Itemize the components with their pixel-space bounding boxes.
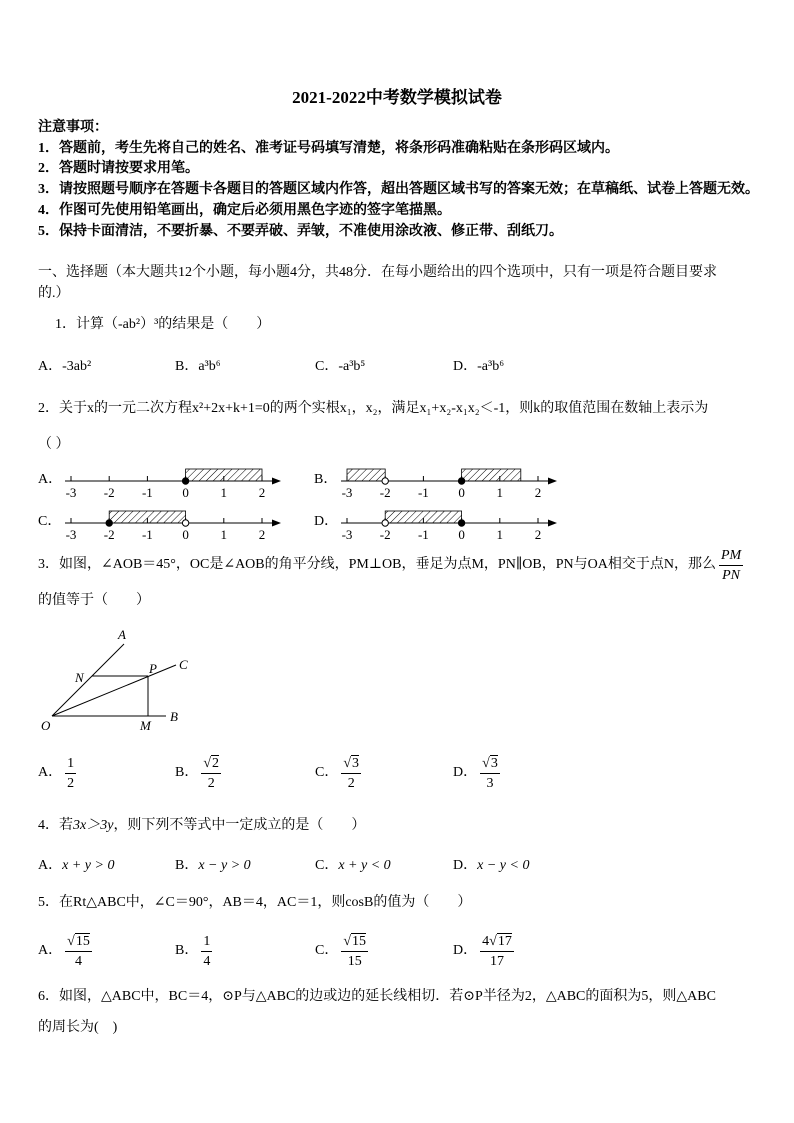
endpoint-closed (458, 478, 464, 484)
q4-stem-pre: 4．若 (38, 818, 73, 833)
q2-number-line-c (62, 504, 287, 544)
option-text: x + y < 0 (338, 858, 391, 873)
q2-option-b-label: B． (314, 472, 338, 487)
q1-option-a (38, 357, 91, 377)
radicand: 2 (212, 755, 220, 771)
option-label: B． (175, 359, 199, 374)
axis-arrow (548, 478, 557, 485)
radicand: 15 (352, 933, 367, 949)
ray-oa (52, 644, 124, 716)
tick-label: -2 (103, 485, 115, 500)
tick-label: 1 (220, 485, 228, 500)
q1-stem: 1．计算（-ab²）³的结果是（ ） (55, 317, 271, 332)
tick-label: -1 (417, 527, 429, 542)
q5-stem: 5．在Rt△ABC中，∠C＝90°，AB＝4，AC＝1，则cosB的值为（ ） (38, 895, 472, 910)
q2-number-line-b (338, 462, 563, 502)
hatched-interval (347, 469, 385, 481)
tick-label: 2 (534, 485, 542, 500)
q5-option-d (453, 929, 514, 973)
axis-arrow (272, 520, 281, 527)
section-heading-cont: 的.） (38, 286, 70, 301)
option-label: C． (315, 765, 339, 780)
q3-figure (30, 620, 200, 735)
notice-item: 4．作图可先使用铅笔画出，确定后必须用黑色字迹的签字笔描黑。 (38, 203, 451, 218)
endpoint-closed (182, 478, 188, 484)
q6-stem: 6．如图，△ABC中，BC＝4，⊙P与△ABC的边或边的延长线相切．若⊙P半径为2，△ABC的面积为5，则△ABC (38, 989, 716, 1004)
endpoint-open (382, 478, 388, 484)
label-point-p: P (149, 661, 157, 676)
label-point-m: M (140, 718, 151, 733)
q4-option-b (175, 856, 251, 876)
tick-label: 2 (258, 485, 266, 500)
tick-label: 2 (534, 527, 542, 542)
q6-stem-cont: 的周长为( ) (38, 1020, 118, 1035)
numerator: √15 (67, 933, 90, 949)
option-label: D． (453, 858, 478, 873)
fraction (341, 932, 368, 971)
denominator: 4 (65, 951, 92, 971)
page-title: 2021-2022中考数学模拟试卷 (292, 88, 502, 107)
q2-option-c-label: C． (38, 514, 62, 529)
q5-option-b (175, 929, 212, 973)
option-label: A． (38, 943, 63, 958)
tick-label: -1 (141, 527, 153, 542)
tick-label: 0 (458, 527, 465, 542)
option-label: A． (38, 765, 63, 780)
numerator: √3 (482, 755, 498, 771)
tick-label: 0 (182, 527, 189, 542)
denominator: 2 (341, 773, 361, 793)
numerator: √3 (343, 755, 360, 771)
axis-arrow (272, 478, 281, 485)
endpoint-open (382, 520, 388, 526)
denominator: 15 (341, 951, 368, 971)
tick-label: 1 (220, 527, 228, 542)
label-point-a: A (118, 627, 126, 642)
numerator: 1 (203, 933, 211, 949)
numerator: √2 (203, 755, 220, 771)
endpoint-closed (458, 520, 464, 526)
label-point-c: C (179, 657, 188, 672)
q4-option-d (453, 856, 529, 876)
q4-option-a (38, 856, 114, 876)
notice-item: 1．答题前，考生先将自己的姓名、准考证号码填写清楚，将条形码准确粘贴在条形码区域内。 (38, 141, 619, 156)
tick-label: -1 (141, 485, 153, 500)
option-label: D． (453, 943, 478, 958)
option-label: B． (175, 943, 199, 958)
endpoint-closed (106, 520, 112, 526)
denominator: 17 (480, 951, 514, 971)
numerator: PM (720, 547, 742, 563)
label-point-n: N (75, 670, 84, 685)
numerator: √15 (343, 933, 367, 949)
section-heading: 一、选择题（本大题共12个小题，每小题4分，共48分．在每小题给出的四个选项中，只有一项是符合题目要求 (38, 265, 717, 280)
tick-label: 1 (496, 527, 504, 542)
option-text: a³b⁶ (198, 359, 221, 374)
option-label: D． (453, 359, 478, 374)
axis-arrow (548, 520, 557, 527)
fraction (65, 932, 92, 971)
option-text: -a³b⁵ (338, 359, 366, 374)
option-text: x + y > 0 (62, 858, 115, 873)
label-point-o: O (41, 718, 51, 733)
option-label: B． (175, 858, 199, 873)
notice-item: 3．请按照题号顺序在答题卡各题目的答题区域内作答，超出答题区域书写的答案无效；在草稿纸、试卷上答题无效。 (38, 182, 759, 197)
option-text: x − y < 0 (477, 858, 530, 873)
q3-stem-cont: 的值等于（ ） (38, 593, 150, 608)
option-label: D． (453, 765, 478, 780)
option-label: A． (38, 359, 63, 374)
denominator: 2 (201, 773, 221, 793)
q3-ratio-fraction (719, 546, 743, 585)
radicand: 17 (497, 933, 512, 949)
fraction (480, 932, 514, 971)
option-label: A． (38, 858, 63, 873)
radicand: 3 (490, 755, 498, 771)
q2-option-a-label: A． (38, 472, 63, 487)
ray-oc (52, 665, 176, 716)
tick-label: -2 (379, 485, 391, 500)
tick-label: -3 (341, 485, 353, 500)
option-label: B． (175, 765, 199, 780)
q2-number-line-a (62, 462, 287, 502)
q3-option-a (38, 753, 76, 793)
fraction (201, 932, 212, 971)
tick-label: 0 (182, 485, 189, 500)
fraction (201, 754, 221, 793)
denominator: 2 (65, 773, 76, 793)
q2-answer-paren: （ ） (38, 437, 70, 452)
tick-label: -3 (65, 527, 77, 542)
radicand: 3 (352, 755, 360, 771)
fraction (65, 754, 76, 793)
denominator: PN (719, 565, 743, 585)
option-label: C． (315, 359, 339, 374)
q3-option-c (315, 753, 361, 793)
endpoint-open (182, 520, 188, 526)
q3-stem-row (38, 545, 743, 585)
q2-stem: 2．关于x的一元二次方程x²+2x+k+1=0的两个实根x₁，x₂，满足x₁+x₂-x₁x₂＜-1，则k的取值范围在数轴上表示为 (38, 401, 709, 416)
radicand: 15 (75, 933, 90, 949)
fraction (341, 754, 361, 793)
denominator: 3 (480, 773, 500, 793)
option-label: C． (315, 943, 339, 958)
tick-label: 2 (258, 527, 266, 542)
q1-option-d (453, 357, 504, 377)
notice-item: 5．保持卡面清洁，不要折暴、不要弄破、弄皱，不准使用涂改液、修正带、刮纸刀。 (38, 224, 563, 239)
hatched-interval (462, 469, 521, 481)
option-text: -a³b⁶ (477, 359, 505, 374)
q4-stem-math: 3x＞3y (73, 818, 114, 833)
q4-stem-post: ，则下列不等式中一定成立的是（ ） (113, 818, 366, 833)
tick-label: -3 (65, 485, 77, 500)
q3-option-d (453, 753, 500, 793)
q5-option-c (315, 929, 368, 973)
option-text: x − y > 0 (198, 858, 251, 873)
option-label: C． (315, 858, 339, 873)
notice-item: 2．答题时请按要求用笔。 (38, 161, 199, 176)
q1-option-b (175, 357, 221, 377)
q2-option-d-label: D． (314, 514, 339, 529)
tick-label: -1 (417, 485, 429, 500)
numerator: 4√17 (482, 933, 512, 949)
q4-option-c (315, 856, 391, 876)
tick-label: -2 (103, 527, 115, 542)
tick-label: 1 (496, 485, 504, 500)
tick-label: -3 (341, 527, 353, 542)
q1-option-c (315, 357, 365, 377)
notice-heading: 注意事项： (38, 120, 108, 135)
tick-label: -2 (379, 527, 391, 542)
numerator: 1 (67, 755, 75, 771)
denominator: 4 (201, 951, 212, 971)
q3-option-b (175, 753, 221, 793)
option-text: -3ab² (62, 359, 92, 374)
q5-option-a (38, 929, 92, 973)
q3-stem: 3．如图，∠AOB＝45°，OC是∠AOB的角平分线，PM⊥OB，垂足为点M，PN∥OB，PN与OA相交于点N，那么 (38, 557, 716, 572)
fraction (480, 754, 500, 793)
q4-stem (38, 816, 365, 836)
tick-label: 0 (458, 485, 465, 500)
q2-number-line-d (338, 504, 563, 544)
label-point-b: B (170, 709, 178, 724)
